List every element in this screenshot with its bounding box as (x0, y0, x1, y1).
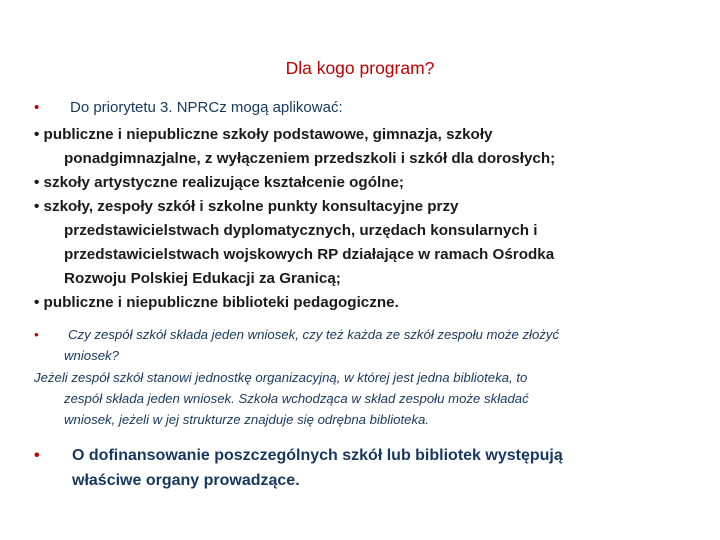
slide-title: Dla kogo program? (285, 58, 435, 78)
bullet-icon: • (34, 447, 40, 464)
list-item-text: • publiczne i niepubliczne szkoły podstawowe, gimnazja, szkoły (34, 126, 493, 143)
question-continuation: wniosek? (64, 348, 119, 363)
faq-question (34, 324, 694, 366)
list-item-continuation: ponadgimnazjalne, z wyłączeniem przedszkoli i szkół dla dorosłych; (64, 150, 556, 167)
final-note (34, 443, 694, 493)
bullet-icon: • (34, 327, 39, 342)
answer-continuation: zespół składa jeden wniosek. Szkoła wchodząca w skład zespołu może składać (64, 391, 529, 406)
faq-answer (34, 367, 694, 430)
list-item (34, 195, 694, 291)
slide-content (34, 97, 694, 493)
answer-continuation: wniosek, jeżeli w jej strukturze znajduje się odrębna biblioteka. (64, 412, 430, 427)
list-item-continuation: przedstawicielstwach dyplomatycznych, urzędach konsularnych i (64, 222, 538, 239)
question-text: Czy zespół szkół składa jeden wniosek, czy też każda ze szkół zespołu może złożyć (68, 327, 560, 342)
list-item-continuation: przedstawicielstwach wojskowych RP działające w ramach Ośrodka (64, 246, 555, 263)
list-item-text: • publiczne i niepubliczne biblioteki pedagogiczne. (34, 294, 399, 311)
list-item-text: • szkoły, zespoły szkół i szkolne punkty konsultacyjne przy (34, 198, 459, 215)
intro-line (34, 97, 694, 123)
final-continuation: właściwe organy prowadzące. (72, 472, 300, 489)
intro-text: Do priorytetu 3. NPRCz mogą aplikować: (70, 99, 343, 116)
list-item (34, 291, 694, 315)
bullet-icon: • (34, 99, 40, 116)
list-item-text: • szkoły artystyczne realizujące kształcenie ogólne; (34, 174, 404, 191)
list-item (34, 123, 694, 171)
final-text: O dofinansowanie poszczególnych szkół lub bibliotek występują (72, 447, 563, 464)
list-item (34, 171, 694, 195)
answer-text: Jeżeli zespół szkół stanowi jednostkę organizacyjną, w której jest jedna biblioteka, to (34, 370, 528, 385)
list-item-continuation: Rozwoju Polskiej Edukacji za Granicą; (64, 270, 341, 287)
